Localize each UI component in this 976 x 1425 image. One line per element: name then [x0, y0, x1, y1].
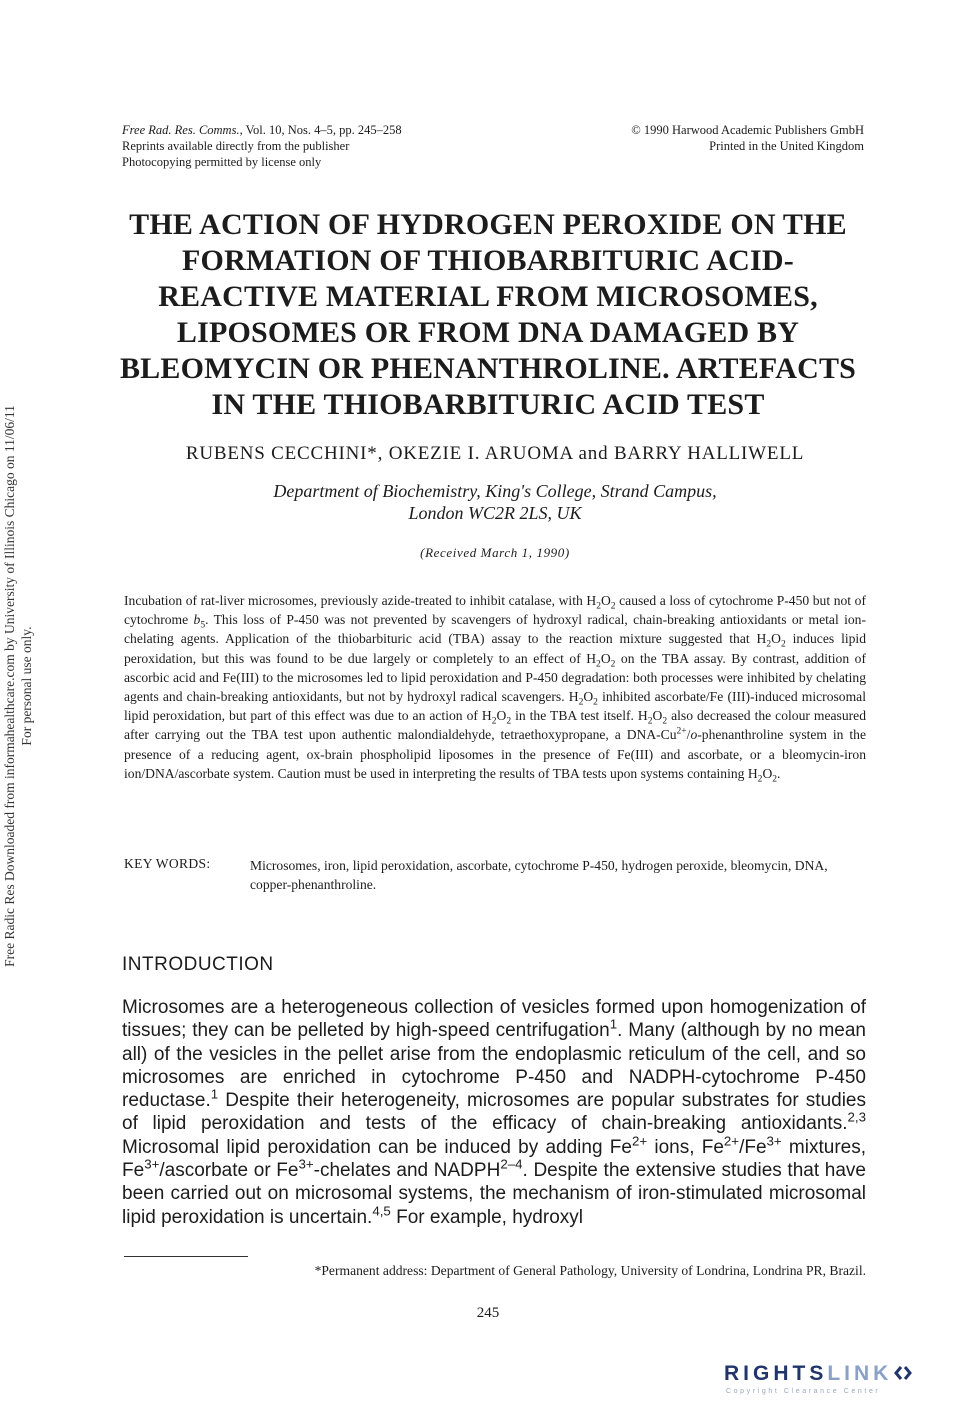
download-notice-line2: For personal use only.: [19, 626, 34, 746]
download-notice: [0, 0, 36, 1425]
rightslink-arrows-icon: [894, 1364, 912, 1382]
affiliation: [100, 480, 890, 524]
rightslink-logo[interactable]: [724, 1362, 960, 1402]
introduction-paragraph: Microsomes are a heterogeneous collection of vesicles formed upon homogenization of tissues; they can be pelleted by high-speed centrifugation$^1$. Many (although by no mean all) of the vesicles in the pellet arise from the endoplasmic reticulum of the cell, and so microsomes are enriched in cytochrome P-450 and NADPH-cytochrome P-450 reductase.$^1$ Despite their heterogeneity, microsomes are popular substrates for studies of lipid peroxidation and tests of the efficacy of chain-breaking antioxidants.$^{2,3}$ Microsomal lipid peroxidation can be induced by adding $Fe^{2+}$ ions, $Fe^{2+}/Fe^{3+}$ mixtures, $Fe^{3+}$/ascorbate or $Fe^{3+}$-chelates and NADPH$^{2-4}$. Despite the extensive studies that have been carried out on microsomal systems, the mechanism of iron-stimulated microsomal lipid peroxidation is uncertain.$^{4,5}$ For example, hydroxyl: [122, 997, 866, 1228]
article-title: [100, 207, 876, 423]
affiliation-line2: London WC2R 2LS, UK: [408, 503, 582, 523]
keywords-label: KEY WORDS:: [124, 856, 211, 871]
journal-name: Free Rad. Res. Comms.: [122, 123, 240, 137]
footnote: *Permanent address: Department of General Pathology, University of Londrina, Londrina PR, Brazil.: [314, 1263, 866, 1278]
rightslink-word-light: LINK: [827, 1362, 893, 1385]
title-line: FORMATION OF THIOBARBITURIC ACID-: [182, 244, 794, 277]
introduction-heading: INTRODUCTION: [122, 954, 274, 975]
copyright-line: © 1990 Harwood Academic Publishers GmbH: [631, 123, 864, 137]
title-line: IN THE THIOBARBITURIC ACID TEST: [211, 388, 765, 421]
received-date: (Received March 1, 1990): [420, 545, 570, 560]
journal-citation: [122, 122, 402, 170]
volume-pages: , Vol. 10, Nos. 4–5, pp. 245–258: [239, 123, 402, 137]
photocopying-note: Photocopying permitted by license only: [122, 155, 322, 169]
authors: RUBENS CECCHINI*, OKEZIE I. ARUOMA and BARRY HALLIWELL: [185, 443, 805, 464]
page-number: 245: [476, 1305, 500, 1321]
title-line: LIPOSOMES OR FROM DNA DAMAGED BY: [176, 316, 800, 349]
title-line: REACTIVE MATERIAL FROM MICROSOMES,: [158, 280, 818, 313]
title-line: BLEOMYCIN OR PHENANTHROLINE. ARTEFACTS: [119, 352, 857, 385]
abstract: Incubation of rat-liver microsomes, previously azide-treated to inhibit catalase, with $H_2O_2$ caused a loss of cytochrome P-450 but not of cytochrome $b_5$. This loss of P-450 was not prevented by scavengers of hydroxyl radical, chain-breaking antioxidants or metal ion-chelating agents. Application of the thiobarbituric acid (TBA) assay to the reaction mixture suggested that $H_2O_2$ induces lipid peroxidation, but this was found to be due largely or completely to an effect of $H_2O_2$ on the TBA assay. By contrast, addition of ascorbic acid and Fe(III) to the microsomes led to lipid peroxidation and P-450 degradation: both processes were inhibited by chelating agents and chain-breaking antioxidants, but not by hydroxyl radical scavengers. $H_2O_2$ inhibited ascorbate/Fe (III)-induced microsomal lipid peroxidation, but part of this effect was due to an action of $H_2O_2$ in the TBA test itself. $H_2O_2$ also decreased the colour measured after carrying out the TBA test upon authentic malondialdehyde, tetraethoxypropane, a DNA-$Cu^{2+}/o$-phenanthroline system in the presence of a reducing agent, ox-brain phospholipid liposomes in the presence of Fe(III) and ascorbate, or a bleomycin-iron ion/DNA/ascorbate system. Caution must be used in interpreting the results of TBA tests upon systems containing $H_2O_2$.: [124, 593, 867, 785]
rightslink-word-dark: RIGHTS: [724, 1362, 828, 1385]
affiliation-line1: Department of Biochemistry, King's College, Strand Campus,: [273, 481, 717, 501]
download-notice-line1: Free Radic Res Downloaded from informahealthcare.com by University of Illinois Chicago on 11/06/11: [2, 405, 17, 967]
publisher-info: [560, 122, 864, 154]
keywords-text: Microsomes, iron, lipid peroxidation, ascorbate, cytochrome P-450, hydrogen peroxide, bleomycin, DNA, copper-phenanthroline.: [250, 858, 828, 892]
reprints-note: Reprints available directly from the publisher: [122, 139, 350, 153]
title-line: THE ACTION OF HYDROGEN PEROXIDE ON THE: [129, 208, 847, 241]
rightslink-tagline: Copyright Clearance Center: [726, 1388, 881, 1395]
printed-line: Printed in the United Kingdom: [709, 139, 864, 153]
footnote-divider: [124, 1256, 248, 1257]
